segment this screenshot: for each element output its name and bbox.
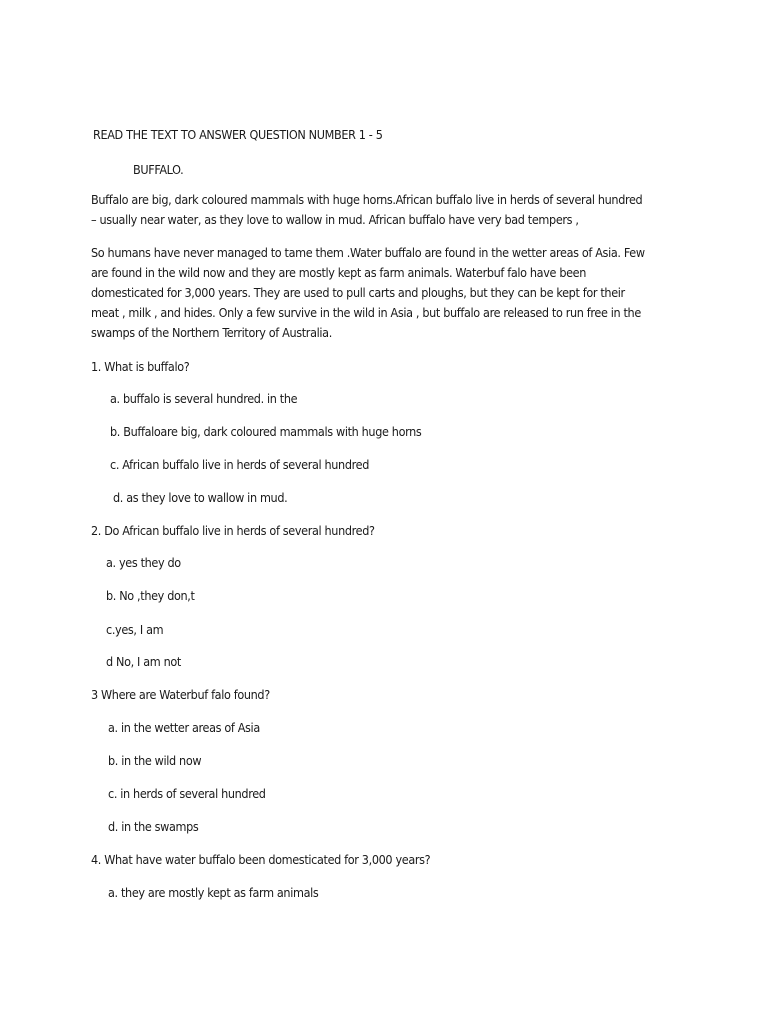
question-1-option-a: a. buffalo is several hundred. in the <box>110 391 298 406</box>
paragraph-line: Buffalo are big, dark coloured mammals with huge horns.African buffalo live in herds of several hundred <box>91 192 643 207</box>
question-2-option-a: a. yes they do <box>106 555 181 570</box>
question-1-option-b: b. Buffaloare big, dark coloured mammals with huge horns <box>110 424 422 439</box>
question-2-option-b: b. No ,they don,t <box>106 588 195 603</box>
question-1-option-d: d. as they love to wallow in mud. <box>113 490 288 505</box>
question-3: 3 Where are Waterbuf falo found? <box>91 687 270 702</box>
passage-paragraph-1 <box>91 190 642 230</box>
paragraph-line: So humans have never managed to tame them .Water buffalo are found in the wetter areas of Asia. Few <box>91 245 645 260</box>
question-2: 2. Do African buffalo live in herds of several hundred? <box>91 523 375 538</box>
question-2-option-c: c.yes, I am <box>106 622 164 637</box>
passage-paragraph-2 <box>91 243 645 343</box>
question-3-option-d: d. in the swamps <box>108 819 199 834</box>
paragraph-line: – usually near water, as they love to wallow in mud. African buffalo have very bad tempers , <box>91 212 579 227</box>
question-1: 1. What is buffalo? <box>91 359 190 374</box>
instruction-heading: READ THE TEXT TO ANSWER QUESTION NUMBER 1 - 5 <box>93 127 383 142</box>
paragraph-line: domesti̇cated for 3,000 years. They are used to pull carts and ploughs, but they can be kept for their <box>91 285 625 300</box>
question-3-option-a: a. in the wetter areas of Asia <box>108 720 260 735</box>
question-3-option-b: b. in the wild now <box>108 753 202 768</box>
question-4: 4. What have water buffalo been domesti̇cated for 3,000 years? <box>91 852 431 867</box>
question-1-option-c: c. African buffalo live in herds of several hundred <box>110 457 369 472</box>
paragraph-line: meat , milk , and hides. Only a few survive in the wild in Asia , but buffalo are released to run free in the <box>91 305 641 320</box>
question-3-option-c: c. in herds of several hundred <box>108 786 266 801</box>
passage-title: BUFFALO. <box>133 162 184 177</box>
question-2-option-d: d No, I am not <box>106 654 181 669</box>
question-4-option-a: a. they are mostly kept as farm animals <box>108 885 319 900</box>
paragraph-line: swamps of the Northern Territory of Australia. <box>91 325 332 340</box>
paragraph-line: are found in the wild now and they are mostly kept as farm animals. Waterbuf falo have been <box>91 265 587 280</box>
